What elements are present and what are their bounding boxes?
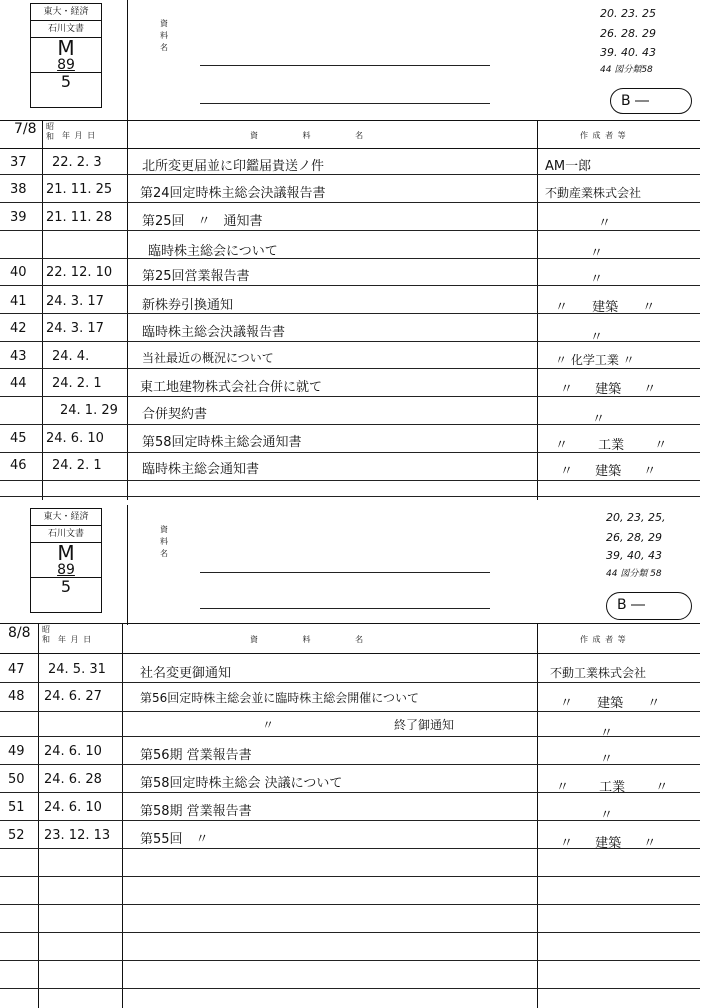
archive-stamp: [30, 508, 102, 613]
row-title: 合併契約書: [142, 407, 208, 422]
row-author: 〃: [598, 216, 612, 231]
row-date: 24. 6. 10: [44, 744, 102, 759]
header-date: 年 月 日: [62, 131, 97, 140]
row-author: 〃: [600, 752, 614, 767]
row-line: [0, 711, 700, 712]
row-date: 24. 2. 1: [52, 376, 102, 391]
row-number: 39: [10, 210, 27, 225]
row-title: 〃 終了御通知: [262, 718, 455, 732]
page-mark: 8/8: [8, 625, 31, 641]
row-line: [0, 258, 700, 259]
row-number: 42: [10, 321, 27, 336]
empty-row-line: [0, 904, 700, 905]
row-line: [0, 496, 700, 497]
row-line: [0, 764, 700, 765]
page-mark: 7/8: [14, 121, 37, 137]
row-line: [0, 202, 700, 203]
row-author: 〃 工業 〃: [556, 780, 669, 795]
header-title: 資 料 名: [250, 635, 365, 644]
col-line: [38, 623, 39, 1008]
table-header-line: [0, 653, 700, 654]
row-date: 24. 2. 1: [52, 458, 102, 473]
row-date: 24. 6. 10: [44, 800, 102, 815]
row-author: 〃 建築 〃: [560, 382, 657, 397]
row-author: 不動産業株式会社: [545, 186, 642, 200]
row-line: [0, 682, 700, 683]
stamp-line-2: 石川文書: [31, 526, 101, 543]
stamp-line-1: 東大・経済: [31, 509, 101, 526]
empty-row-line: [0, 960, 700, 961]
shelf-number: 26, 28, 29: [606, 531, 662, 544]
row-title: 東工地建物株式会社合併に就て: [140, 380, 323, 395]
row-author: AM一郎: [545, 159, 592, 174]
row-number: 49: [8, 744, 25, 759]
row-line: [0, 424, 700, 425]
col-line: [537, 623, 538, 1008]
stamp-line-2: 石川文書: [31, 21, 101, 38]
row-number: 52: [8, 828, 25, 843]
empty-row-line: [0, 932, 700, 933]
row-line: [0, 736, 700, 737]
row-number: 48: [8, 689, 25, 704]
row-author: 〃 建築 〃: [555, 300, 656, 315]
row-line: [0, 313, 700, 314]
row-number: 38: [10, 182, 27, 197]
row-line: [0, 341, 700, 342]
row-line: [0, 230, 700, 231]
row-number: 46: [10, 458, 27, 473]
row-title: 当社最近の概況について: [142, 351, 274, 365]
row-date: 24. 6. 28: [44, 772, 102, 787]
table-top-line: [0, 623, 700, 624]
row-date: 24. 1. 29: [60, 403, 118, 418]
header-blank-line: [200, 608, 490, 609]
col-line: [537, 120, 538, 500]
row-author: 不動工業株式会社: [550, 666, 647, 680]
row-author: 〃 建築 〃: [560, 836, 657, 851]
col-line: [122, 623, 123, 1008]
header-date: 年 月 日: [58, 635, 93, 644]
row-line: [0, 174, 700, 175]
row-date: 22. 2. 3: [52, 155, 102, 170]
row-title: 北所変更届並に印鑑届貴送ノ件: [142, 159, 325, 174]
row-date: 22. 12. 10: [46, 265, 113, 280]
row-number: 45: [10, 431, 27, 446]
header-title: 資 料 名: [250, 131, 365, 140]
row-author: 〃: [592, 412, 606, 427]
row-title: 臨時株主総会通知書: [142, 462, 260, 477]
stamp-code-number: 89: [57, 562, 75, 578]
stamp-code-letter: M: [57, 541, 75, 565]
divider-line: [127, 505, 128, 625]
shelf-number: 39. 40. 43: [600, 46, 656, 59]
row-title: 第56期 営業報告書: [140, 748, 252, 763]
row-number: 37: [10, 155, 27, 170]
row-author: 〃: [600, 726, 614, 741]
row-author: 〃: [590, 330, 604, 345]
row-number: 44: [10, 376, 27, 391]
row-line: [0, 285, 700, 286]
shelf-number: 26. 28. 29: [600, 27, 656, 40]
row-author: 〃 建築 〃: [560, 696, 661, 711]
col-line: [42, 120, 43, 500]
stamp-line-1: 東大・経済: [31, 4, 101, 21]
header-author: 作 成 者 等: [580, 635, 627, 644]
archive-stamp: [30, 3, 102, 108]
row-title: 第55回 〃: [140, 832, 209, 847]
col-line: [127, 120, 128, 500]
header-date-era: 昭和: [46, 122, 55, 141]
row-number: 40: [10, 265, 27, 280]
row-line: [0, 368, 700, 369]
row-number: 51: [8, 800, 25, 815]
shelf-number: 39, 40, 43: [606, 549, 662, 562]
side-label: 資料名: [160, 19, 168, 52]
row-date: 24. 4.: [52, 349, 90, 364]
header-blank-line: [200, 572, 490, 573]
side-label: 資料名: [160, 525, 168, 558]
row-author: 〃 化学工業 〃: [555, 353, 635, 367]
header-blank-line: [200, 103, 490, 104]
row-number: 50: [8, 772, 25, 787]
stamp-volume: 5: [31, 72, 101, 91]
empty-row-line: [0, 876, 700, 877]
row-date: 24. 3. 17: [46, 294, 104, 309]
row-date: 24. 6. 27: [44, 689, 102, 704]
row-title: 臨時株主総会決議報告書: [142, 325, 286, 340]
row-author: 〃 工業 〃: [555, 438, 668, 453]
row-line: [0, 396, 700, 397]
row-author: 〃: [590, 272, 604, 287]
category-oval: B ―: [606, 592, 692, 620]
row-date: 21. 11. 28: [46, 210, 113, 225]
header-author: 作 成 者 等: [580, 131, 627, 140]
row-date: 24. 5. 31: [48, 662, 106, 677]
row-line: [0, 480, 700, 481]
empty-row-line: [0, 988, 700, 989]
row-date: 24. 6. 10: [46, 431, 104, 446]
row-title: 第25回営業報告書: [142, 269, 250, 284]
row-title: 第58回定時株主総会 決議について: [140, 776, 343, 791]
row-title: 臨時株主総会について: [148, 244, 278, 259]
row-author: 〃: [590, 246, 604, 261]
divider-line: [127, 0, 128, 120]
row-line: [0, 452, 700, 453]
stamp-code-letter: M: [57, 36, 75, 60]
row-date: 23. 12. 13: [44, 828, 111, 843]
row-title: 新株券引換通知: [142, 298, 234, 313]
row-line: [0, 848, 700, 849]
row-title: 第56回定時株主総会並に臨時株主総会開催について: [140, 691, 420, 705]
header-blank-line: [200, 65, 490, 66]
row-title: 第58回定時株主総会通知書: [142, 435, 302, 450]
shelf-number: 20, 23, 25,: [606, 511, 666, 524]
row-title: 第25回 〃 通知書: [142, 214, 263, 229]
shelf-number: 20. 23. 25: [600, 7, 656, 20]
row-number: 43: [10, 349, 27, 364]
header-date-era: 昭和: [42, 625, 51, 644]
row-author: 〃 建築 〃: [560, 464, 657, 479]
shelf-number: 44 図分類58: [600, 65, 653, 75]
row-number: 41: [10, 294, 27, 309]
row-line: [0, 820, 700, 821]
row-date: 24. 3. 17: [46, 321, 104, 336]
row-date: 21. 11. 25: [46, 182, 113, 197]
row-author: 〃: [600, 808, 614, 823]
stamp-volume: 5: [31, 577, 101, 596]
table-header-line: [0, 148, 700, 149]
row-title: 第24回定時株主総会決議報告書: [140, 186, 326, 201]
row-number: 47: [8, 662, 25, 677]
stamp-code-number: 89: [57, 57, 75, 73]
category-oval: B ―: [610, 88, 692, 114]
table-top-line: [0, 120, 700, 121]
shelf-number: 44 図分類 58: [606, 569, 662, 579]
row-line: [0, 792, 700, 793]
row-title: 社名変更御通知: [140, 666, 232, 681]
row-title: 第58期 営業報告書: [140, 804, 252, 819]
